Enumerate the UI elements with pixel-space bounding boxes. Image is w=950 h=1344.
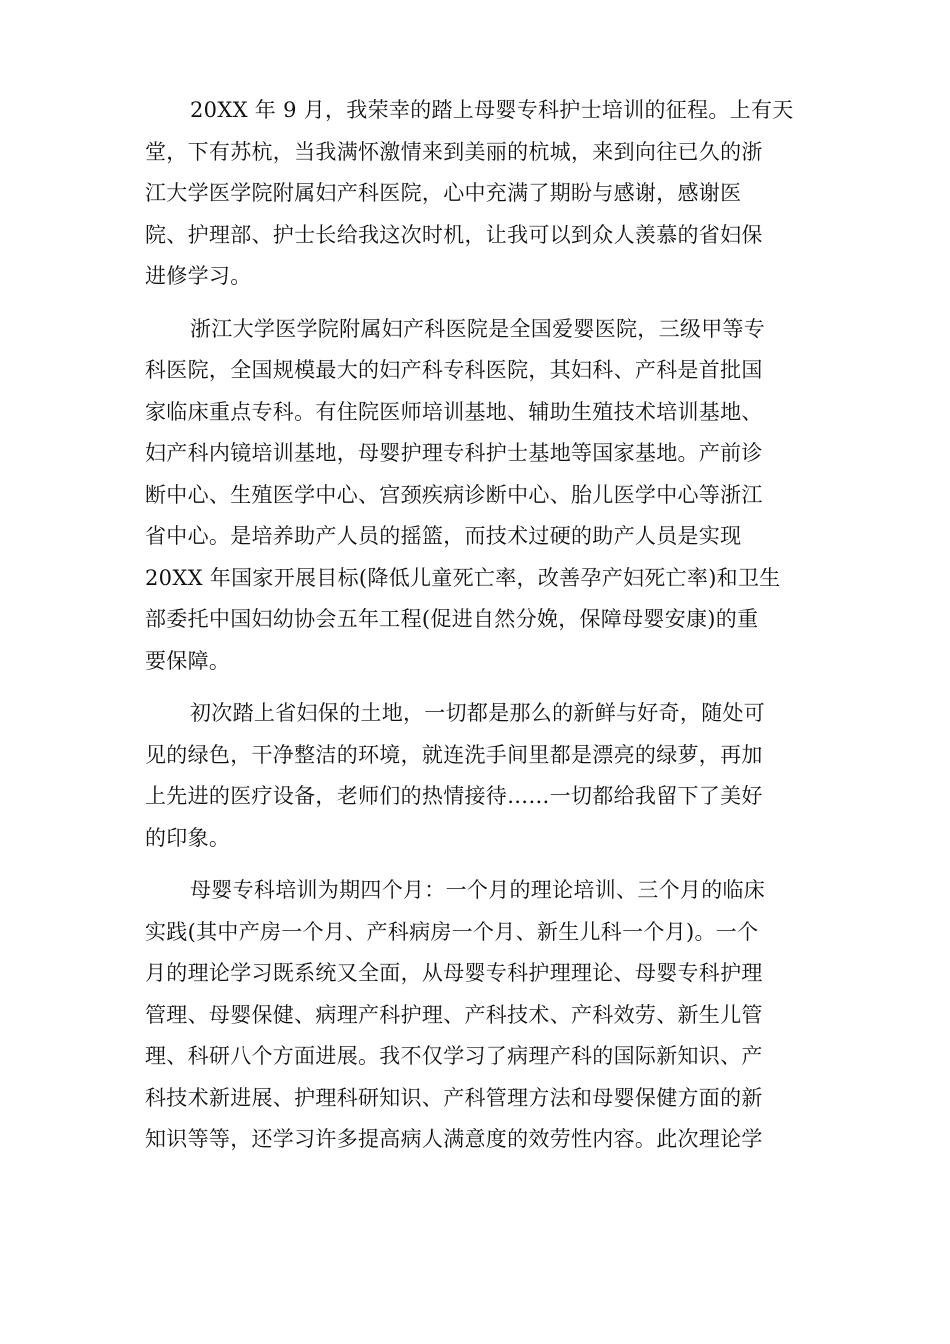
text-line: 月的理论学习既系统又全面，从母婴专科护理理论、母婴专科护理 (145, 961, 763, 985)
text-line: 堂，下有苏杭，当我满怀激情来到美丽的杭城，来到向往已久的浙 (145, 139, 763, 164)
text-line: 江大学医学院附属妇产科医院，心中充满了期盼与感谢，感谢医 (145, 181, 742, 205)
text-line: 理、科研八个方面进展。我不仅学习了病理产科的国际新知识、产 (145, 1044, 763, 1068)
text-line: 上先进的医疗设备，老师们的热情接待……一切都给我留下了美好 (145, 784, 763, 808)
text-line: 20XX 年 9 月，我荣幸的踏上母婴专科护士培训的征程。上有天 (190, 98, 794, 122)
text-line: 初次踏上省妇保的土地，一切都是那么的新鲜与好奇，随处可 (190, 701, 766, 725)
text-line: 家临床重点专科。有住院医师培训基地、辅助生殖技术培训基地、 (145, 399, 763, 424)
text-line: 省中心。是培养助产人员的摇篮，而技术过硬的助产人员是实现 (145, 524, 742, 548)
text-line: 要保障。 (145, 648, 231, 673)
text-line: 科技术新进展、护理科研知识、产科管理方法和母婴保健方面的新 (145, 1085, 763, 1110)
text-line: 20XX 年国家开展目标(降低儿童死亡率，改善孕产妇死亡率)和卫生 (145, 565, 781, 590)
text-line: 知识等等，还学习许多提高病人满意度的效劳性内容。此次理论学 (145, 1127, 763, 1151)
paragraph-4 (145, 870, 810, 1161)
text-line: 浙江大学医学院附属妇产科医院是全国爱婴医院，三级甲等专 (190, 316, 766, 341)
text-line: 妇产科内镜培训基地，母婴护理专科护士基地等国家基地。产前诊 (145, 441, 763, 465)
paragraph-2 (145, 309, 810, 683)
text-line: 院、护理部、护士长给我这次时机，让我可以到众人羡慕的省妇保 (145, 222, 763, 247)
text-line: 科医院，全国规模最大的妇产科专科医院，其妇科、产科是首批国 (145, 358, 763, 382)
document-body (145, 90, 810, 1172)
text-line: 的印象。 (145, 825, 231, 850)
paragraph-1 (145, 90, 810, 298)
text-line: 部委托中国妇幼协会五年工程(促进自然分娩，保障母婴安康)的重 (145, 607, 759, 631)
text-line: 母婴专科培训为期四个月：一个月的理论培训、三个月的临床 (190, 878, 766, 902)
text-line: 见的绿色，干净整洁的环境，就连洗手间里都是漂亮的绿萝，再加 (145, 742, 763, 767)
text-line: 断中心、生殖医学中心、宫颈疾病诊断中心、胎儿医学中心等浙江 (145, 482, 763, 507)
text-line: 进修学习。 (145, 264, 252, 288)
text-line: 实践(其中产房一个月、产科病房一个月、新生儿科一个月)。一个 (145, 919, 759, 944)
text-line: 管理、母婴保健、病理产科护理、产科技术、产科效劳、新生儿管 (145, 1002, 763, 1027)
paragraph-3 (145, 693, 810, 859)
